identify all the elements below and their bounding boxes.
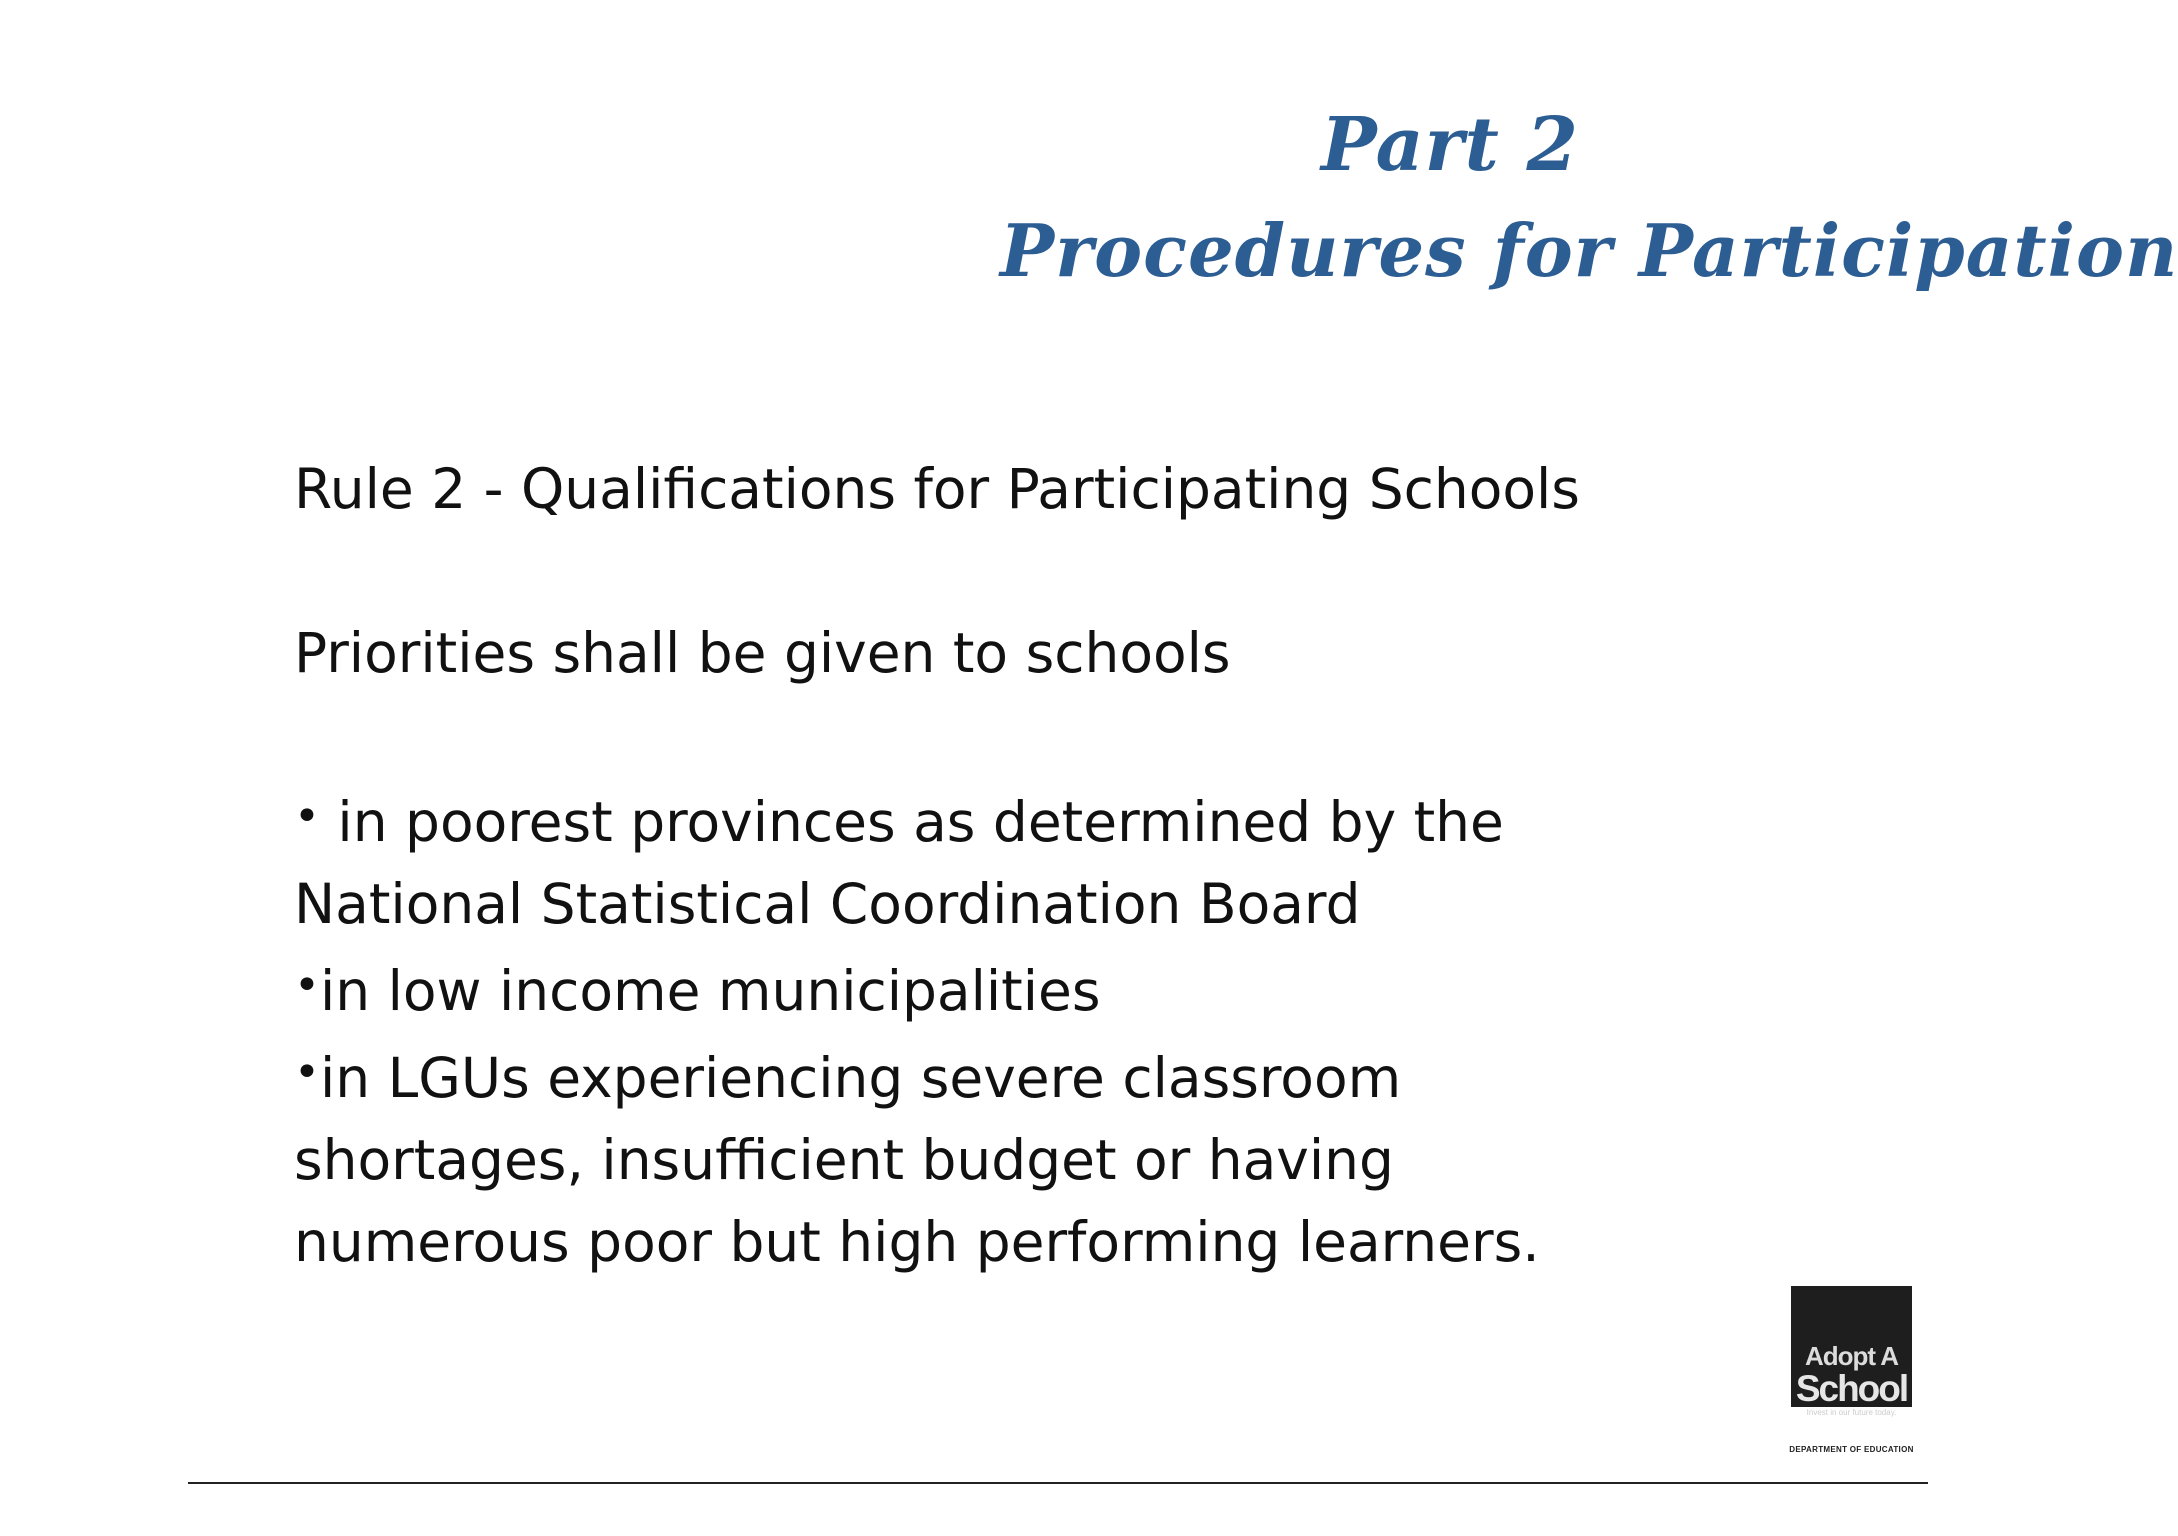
bullet-item-low-income bbox=[294, 945, 1694, 1032]
bullet-item-lgus bbox=[294, 1032, 1694, 1119]
logo-text-adopt: Adopt A bbox=[1804, 1341, 1899, 1371]
bullet-text-continued: shortages, insufficient budget or having bbox=[294, 1128, 1394, 1192]
bullet-text: in poorest provinces as determined by the bbox=[319, 790, 1504, 854]
bullet-text: in low income municipalities bbox=[319, 959, 1101, 1023]
logo-tagline: Invest in our future today. bbox=[1806, 1408, 1897, 1417]
spacer bbox=[294, 694, 1694, 776]
bullet-icon: • bbox=[294, 1047, 320, 1098]
intro-text: Priorities shall be given to schools bbox=[294, 621, 1231, 685]
adopt-a-school-logo bbox=[1791, 1286, 1912, 1417]
logo-text-school: School bbox=[1795, 1368, 1908, 1409]
bullet-text-continued: National Statistical Coordination Board bbox=[294, 872, 1361, 936]
footer-divider bbox=[188, 1482, 1928, 1484]
bullet-item-poorest-provinces bbox=[294, 776, 1694, 863]
slide-body bbox=[294, 448, 1694, 1283]
bullet-text-continued: numerous poor but high performing learners. bbox=[294, 1210, 1540, 1274]
title-part: Part 2 bbox=[1320, 102, 1580, 188]
bullet-icon: • bbox=[294, 791, 320, 842]
bullet-icon: • bbox=[294, 960, 320, 1011]
spacer bbox=[294, 530, 1694, 612]
slide-title bbox=[1000, 95, 2178, 301]
bullet-text: in LGUs experiencing severe classroom bbox=[319, 1046, 1402, 1110]
rule-heading: Rule 2 - Qualifications for Participating Schools bbox=[294, 457, 1580, 521]
title-procedures: Procedures for Participation bbox=[1000, 208, 2178, 293]
logo-department-label: DEPARTMENT OF EDUCATION bbox=[1789, 1445, 1914, 1454]
